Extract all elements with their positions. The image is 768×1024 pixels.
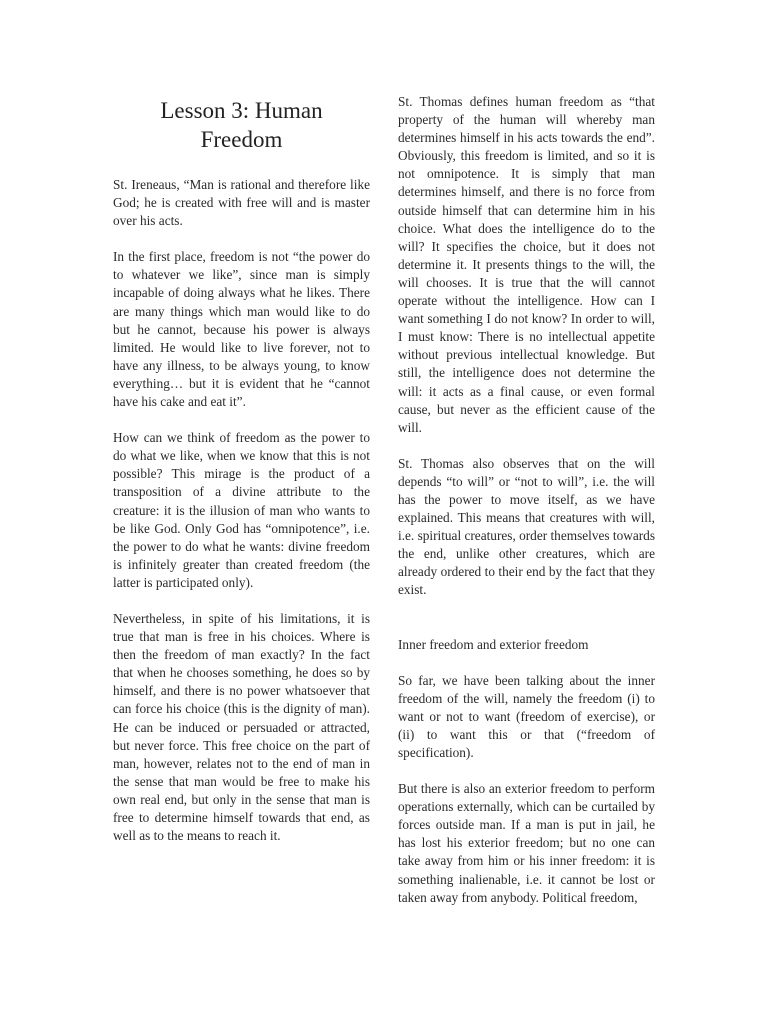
paragraph-free-choice: Nevertheless, in spite of his limitations, it is true that man is free in his choices. Where is then the freedom of man exactly? In the fact that when he chooses something, he does so by himself, and there is no power whatsoever that can force his choice (this is the dignity of man). He can be induced or persuaded or attracted, but never force. This free choice on the part of man, however, relates not to the end of man in the sense that man would be free to make his own real end, but only in the sense that man is free to determine himself towards that end, as well as to the means to reach it.	[113, 610, 370, 844]
page-title	[113, 96, 370, 154]
paragraph-mirage-of-omnipotence: How can we think of freedom as the power to do what we like, when we know that this is not possible? This mirage is the product of a transposition of a divine attribute to the creature: it is the illusion of man who wants to be like God. Only God has “omnipotence”, i.e. the power to do what he wants: divine freedom is infinitely greater than created freedom (the latter is participated only).	[113, 430, 370, 590]
title-line-2: Freedom	[200, 127, 283, 152]
right-column	[398, 0, 655, 907]
left-column	[113, 0, 370, 845]
title-line-1: Lesson 3: Human	[160, 98, 323, 123]
paragraph-inner-freedom: So far, we have been talking about the inner freedom of the will, namely the freedom (i) to want or not to want (freedom of exercise), or (ii) to want this or that (“freedom of specification).	[398, 672, 655, 760]
section-heading-inner-exterior-freedom: Inner freedom and exterior freedom	[398, 636, 589, 652]
paragraph-exterior-freedom: But there is also an exterior freedom to perform operations externally, which can be curtailed by forces outside man. If a man is put in jail, he has lost his exterior freedom; but no one can take away from him or his inner freedom: it is something inalienable, i.e. it cannot be lost or taken away from anybody. Political freedom,	[398, 781, 655, 905]
paragraph-ireneaus-quote: St. Ireneaus, “Man is rational and therefore like God; he is created with free will and is master over his acts.	[113, 177, 370, 229]
paragraph-freedom-not-power: In the first place, freedom is not “the power do to whatever we like”, since man is simply incapable of doing always what he likes. There are many things which man would like to do but he cannot, because his power is always limited. He would like to live forever, not to have any illness, to be always young, to know everything… but it is evident that he “cannot have his cake and eat it”.	[113, 249, 370, 410]
paragraph-thomas-definition: St. Thomas defines human freedom as “that property of the human will whereby man determines himself in his acts towards the end”. Obviously, this freedom is limited, and so it is not omnipotence. It is simply that man determines himself, and there is no force from outside himself that can determine him in his choice. What does the intelligence do to the will? It specifies the choice, but it does not determine it. It presents things to the will, the will chooses. It is true that the will cannot operate without the intelligence. How can I want something I do not know? In order to will, I must know: There is no intellectual appetite without previous intellectual knowledge. But still, the intelligence does not determine the will: it acts as a final cause, or even formal cause, but never as the efficient cause of the will.	[398, 94, 655, 435]
paragraph-will-moves-itself: St. Thomas also observes that on the will depends “to will” or “not to will”, i.e. the will has the power to move itself, as we have explained. This means that creatures with will, i.e. spiritual creatures, order themselves towards the end, unlike other creatures, which are already ordered to their end by the fact that they exist.	[398, 455, 655, 598]
